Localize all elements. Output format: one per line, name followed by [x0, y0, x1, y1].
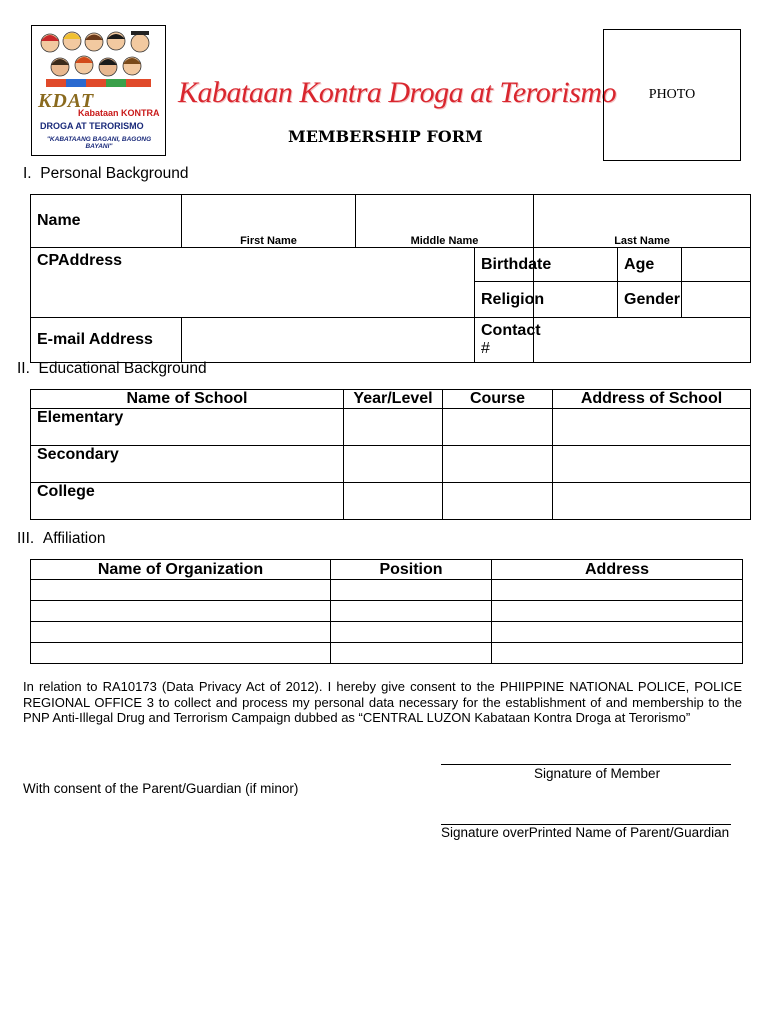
form-subtitle: MEMBERSHIP FORM: [288, 127, 483, 146]
section-personal-heading: [23, 165, 188, 183]
religion-label: Religion: [475, 282, 534, 318]
contact-label-suffix: #: [481, 340, 490, 357]
email-field[interactable]: [182, 318, 475, 363]
table-cell[interactable]: [31, 580, 331, 601]
contact-label-text: Contact: [481, 322, 541, 339]
table-cell[interactable]: [344, 409, 443, 446]
parent-signature-label: Signature overPrinted Name of Parent/Guardian: [441, 825, 730, 840]
affiliation-table: [30, 559, 743, 664]
table-cell[interactable]: [492, 622, 743, 643]
section-affiliation-heading: [17, 530, 105, 548]
logo-slogan: "KABATAANG BAGANI, BAGONG BAYANI": [46, 136, 152, 150]
table-row: [31, 409, 751, 446]
logo-brand: KDAT: [38, 90, 95, 112]
elementary-label: Elementary: [31, 409, 344, 446]
col-header: Year/Level: [344, 390, 443, 409]
col-header: Course: [443, 390, 553, 409]
table-cell[interactable]: [331, 601, 492, 622]
col-header: Address: [492, 560, 743, 580]
contact-field[interactable]: [534, 318, 751, 363]
first-name-label: First Name: [240, 235, 297, 247]
parent-consent-label: With consent of the Parent/Guardian (if minor): [23, 781, 299, 796]
col-header: Name of School: [31, 390, 344, 409]
kdat-logo: [31, 25, 166, 156]
middle-name-field[interactable]: [356, 195, 534, 248]
table-row: [31, 580, 743, 601]
gender-label: Gender: [618, 282, 682, 318]
table-row: [31, 446, 751, 483]
table-row: [31, 643, 743, 664]
table-cell[interactable]: [443, 446, 553, 483]
age-field[interactable]: [682, 248, 751, 282]
table-cell[interactable]: [31, 622, 331, 643]
address-field[interactable]: [31, 248, 475, 318]
table-row: [31, 601, 743, 622]
member-signature-label: Signature of Member: [534, 766, 661, 781]
table-cell[interactable]: [492, 580, 743, 601]
consent-paragraph: In relation to RA10173 (Data Privacy Act of 2012). I hereby give consent to the PHIIPPINE NATIONAL POLICE, POLICE REGIONAL OFFICE 3 to collect and process my personal data necessary for the establishment of and membership to the PNP Anti-Illegal Drug and Terrorism Campaign dubbed as “CENTRAL LUZON Kabataan Kontra Droga at Terorismo”: [23, 679, 742, 725]
table-cell[interactable]: [553, 483, 751, 520]
table-row: [31, 622, 743, 643]
table-cell[interactable]: [553, 446, 751, 483]
section-title: Personal Background: [40, 165, 189, 182]
photo-label: PHOTO: [648, 87, 696, 102]
personal-background-table: [30, 194, 751, 363]
gender-field[interactable]: [682, 282, 751, 318]
section-title: Educational Background: [38, 360, 207, 377]
religion-field[interactable]: [534, 282, 618, 318]
section-number: I.: [23, 165, 32, 182]
email-label: E-mail Address: [31, 318, 182, 363]
logo-line2: DROGA AT TERORISMO: [40, 121, 144, 131]
age-label: Age: [618, 248, 682, 282]
table-cell[interactable]: [331, 643, 492, 664]
table-cell[interactable]: [443, 409, 553, 446]
education-table: [30, 389, 751, 520]
table-cell[interactable]: [331, 580, 492, 601]
col-header: Name of Organization: [31, 560, 331, 580]
table-cell[interactable]: [31, 601, 331, 622]
middle-name-label: Middle Name: [410, 235, 479, 247]
section-number: III.: [17, 530, 35, 547]
table-cell[interactable]: [344, 446, 443, 483]
table-cell[interactable]: [344, 483, 443, 520]
col-header: Address of School: [553, 390, 751, 409]
table-cell[interactable]: [31, 643, 331, 664]
section-education-heading: [17, 360, 207, 378]
children-illustration-icon: [36, 29, 161, 87]
table-cell[interactable]: [331, 622, 492, 643]
photo-box[interactable]: [603, 29, 741, 161]
address-label: CPAddress: [37, 252, 123, 269]
secondary-label: Secondary: [31, 446, 344, 483]
table-cell[interactable]: [492, 643, 743, 664]
logo-line1: Kabataan KONTRA: [78, 108, 160, 118]
table-row: [31, 483, 751, 520]
table-cell[interactable]: [443, 483, 553, 520]
name-label: Name: [31, 195, 182, 248]
section-title: Affiliation: [42, 530, 106, 547]
birthdate-label: Birthdate: [475, 248, 534, 282]
college-label: College: [31, 483, 344, 520]
first-name-field[interactable]: [182, 195, 356, 248]
col-header: Position: [331, 560, 492, 580]
form-title: Kabataan Kontra Droga at Terorismo: [178, 76, 617, 109]
last-name-label: Last Name: [614, 235, 670, 247]
last-name-field[interactable]: [534, 195, 751, 248]
section-number: II.: [17, 360, 30, 377]
table-cell[interactable]: [553, 409, 751, 446]
member-signature-line[interactable]: [441, 764, 731, 765]
table-cell[interactable]: [492, 601, 743, 622]
contact-label: [475, 318, 541, 363]
